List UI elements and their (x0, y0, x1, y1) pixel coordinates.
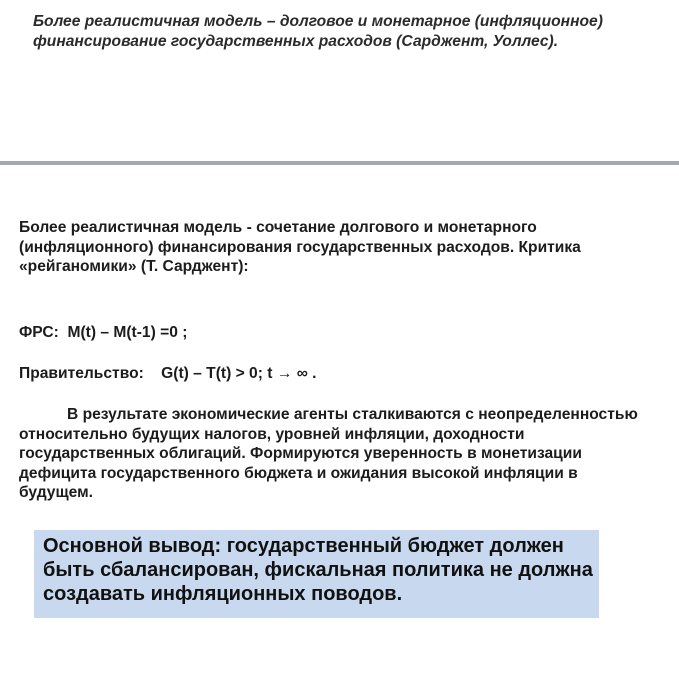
intro-paragraph: Более реалистичная модель - сочетание долгового и монетарного (инфляционного) финансирования государственных расходов. Критика «рейганомики» (Т. Сарджент): (19, 219, 581, 276)
government-equation-line (19, 364, 649, 384)
government-label: Правительство: (19, 365, 144, 382)
frs-label: ФРС: (19, 324, 59, 341)
section-divider (0, 161, 679, 165)
frs-formula: M(t) – M(t-1) =0 ; (67, 324, 188, 341)
conclusion-text: Основной вывод: государственный бюджет должен быть сбалансирован, фискальная политика не должна создавать инфляционных поводов. (43, 535, 593, 605)
consequence-paragraph (19, 405, 649, 503)
consequence-text: В результате экономические агенты сталкиваются с неопределенностью относительно будущих налогов, уровней инфляции, доходности государственных облигаций. Формируются уверенность в монетизации дефицита государственного бюджета и ожидания высокой инфляции в будущем. (19, 406, 638, 502)
frs-equation-line (19, 323, 649, 343)
government-formula: G(t) – T(t) > 0; t → ∞ . (161, 365, 317, 382)
slide-title: Более реалистичная модель – долговое и монетарное (инфляционное) финансирование государственных расходов (Сарджент, Уоллес). (33, 13, 603, 50)
